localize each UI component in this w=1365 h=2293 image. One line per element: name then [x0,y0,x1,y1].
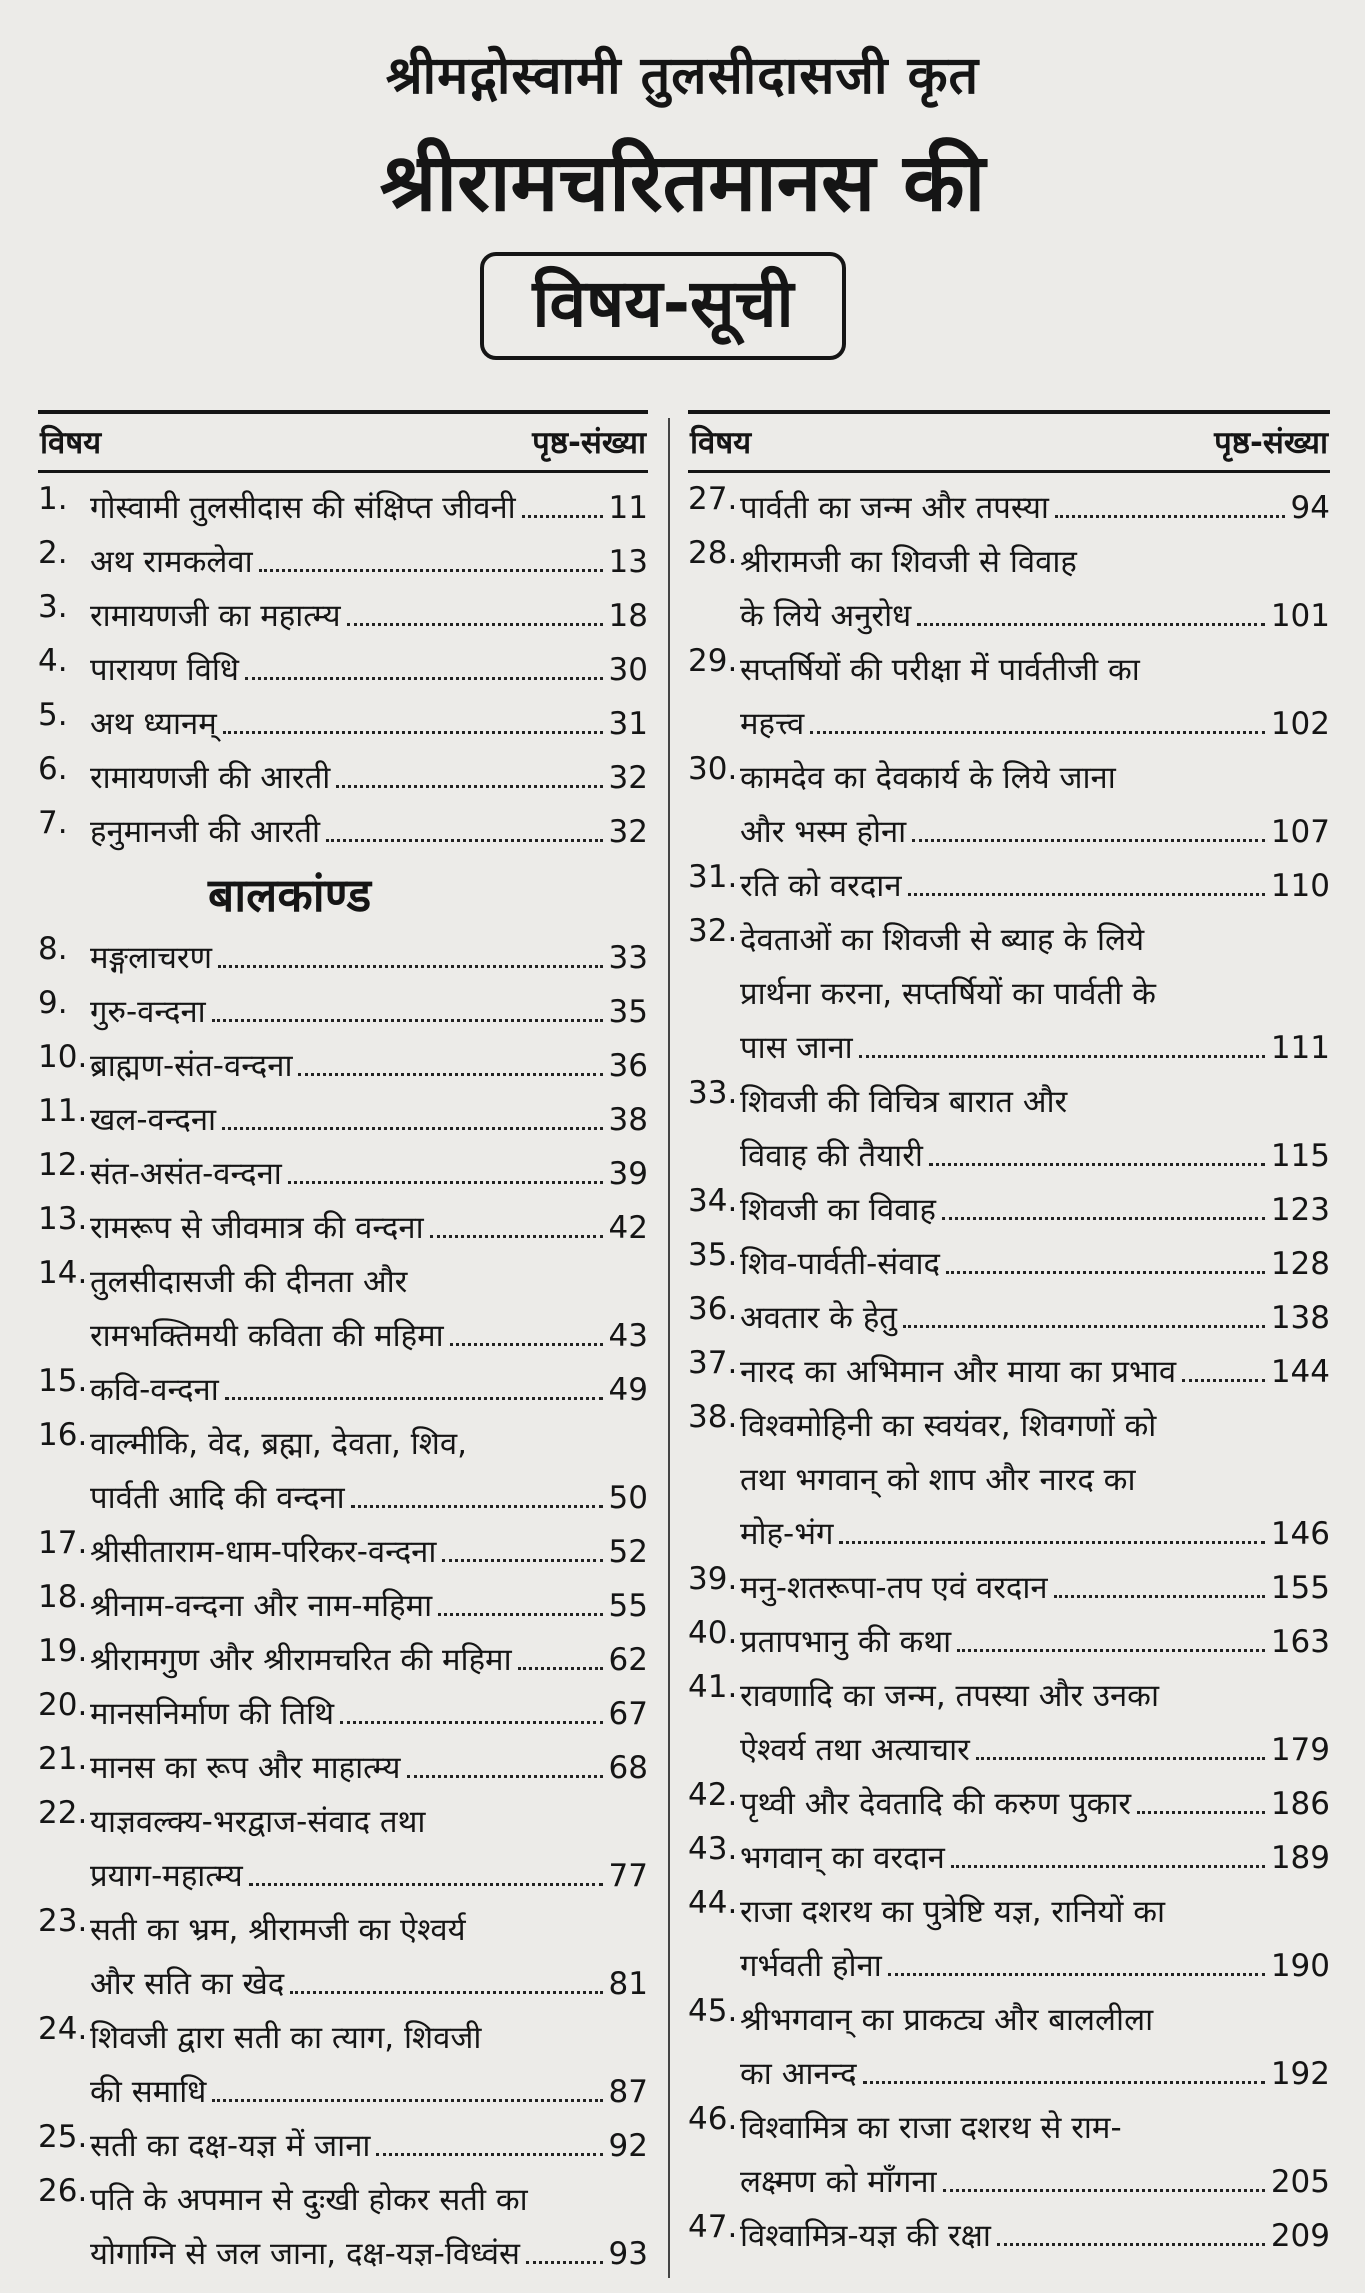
entry-page-number: 36 [608,1048,648,1084]
entry-title: विश्वमोहिनी का स्वयंवर, शिवगणों को [740,1408,1157,1444]
entry-title: हनुमानजी की आरती [90,814,321,850]
entry-title: रावणादि का जन्म, तपस्या और उनका [740,1678,1160,1714]
contents-list-right [688,473,1330,2263]
dot-leader [438,1579,602,1616]
entry-title: विवाह की तैयारी [740,1138,923,1174]
entry-title: पारायण विधि [90,652,239,688]
entry-number: 33. [688,1075,738,1111]
entry-title: और भस्म होना [740,814,907,850]
contents-entry [38,481,648,535]
contents-entry [38,1579,648,1633]
dot-leader [450,1309,603,1346]
dot-leader [407,1741,603,1778]
entry-number: 45. [688,1993,738,2029]
contents-entry [38,1147,648,1201]
entry-page-number: 62 [608,1642,648,1678]
entry-number: 19. [38,1633,88,1669]
entry-title: सप्तर्षियों की परीक्षा में पार्वतीजी का [740,652,1140,688]
entry-title: तथा भगवान् को शाप और नारद का [740,1462,1136,1498]
contents-entry [688,913,1330,1075]
contents-entry [688,1561,1330,1615]
dot-leader [903,1291,1265,1328]
entry-page-number: 33 [608,940,648,976]
entry-title: वाल्मीकि, वेद, ब्रह्मा, देवता, शिव, [90,1426,467,1462]
contents-entry [38,1093,648,1147]
entry-title: का आनन्द [740,2056,857,2092]
entry-page-number: 42 [608,1210,648,1246]
dot-leader [908,859,1265,896]
entry-title: पार्वती आदि की वन्दना [90,1480,345,1516]
entry-title: गर्भवती होना [740,1948,882,1984]
dot-leader [347,589,603,626]
entry-title: श्रीसीताराम-धाम-परिकर-वन्दना [90,1534,437,1570]
entry-number: 14. [38,1255,88,1291]
contents-entry [38,1525,648,1579]
contents-entry [688,1399,1330,1561]
entry-page-number: 87 [608,2074,648,2110]
contents-entry [38,1363,648,1417]
entry-title: मोह-भंग [740,1516,834,1552]
dot-leader [225,1363,603,1400]
entry-page-number: 38 [608,1102,648,1138]
entry-number: 31. [688,859,738,895]
dot-leader [259,535,603,572]
contents-entry [38,2119,648,2173]
dot-leader [810,697,1265,734]
entry-number: 5. [38,697,68,733]
entry-page-number: 68 [608,1750,648,1786]
entry-title: रामायणजी का महात्म्य [90,598,341,634]
entry-page-number: 155 [1270,1570,1330,1606]
contents-entry [688,2209,1330,2263]
contents-entry [688,1075,1330,1183]
entry-title: पास जाना [740,1030,853,1066]
entry-page-number: 209 [1270,2218,1330,2254]
entry-number: 44. [688,1885,738,1921]
entry-number: 12. [38,1147,88,1183]
entry-title: श्रीरामगुण और श्रीरामचरित की महिमा [90,1642,512,1678]
page-heading: पृष्ठ-संख्या [1214,425,1328,461]
entry-number: 15. [38,1363,88,1399]
entry-number: 36. [688,1291,738,1327]
entry-title: पति के अपमान से दुःखी होकर सती का [90,2182,528,2218]
dot-leader [997,2209,1265,2246]
entry-page-number: 13 [608,544,648,580]
entry-number: 17. [38,1525,88,1561]
entry-page-number: 101 [1270,598,1330,634]
entry-title: गुरु-वन्दना [90,994,206,1030]
entry-page-number: 163 [1270,1624,1330,1660]
entry-title: कवि-वन्दना [90,1372,219,1408]
entry-number: 11. [38,1093,88,1129]
entry-page-number: 144 [1270,1354,1330,1390]
entry-number: 1. [38,481,68,517]
entry-title: तुलसीदासजी की दीनता और [90,1264,408,1300]
entry-title: रामभक्तिमयी कविता की महिमा [90,1318,444,1354]
entry-number: 42. [688,1777,738,1813]
contents-entry [688,1183,1330,1237]
contents-entry [38,1417,648,1525]
entry-page-number: 30 [608,652,648,688]
entry-title: सती का भ्रम, श्रीरामजी का ऐश्वर्य [90,1912,466,1948]
contents-entry [688,751,1330,859]
entry-title: विश्वामित्र का राजा दशरथ से राम- [740,2110,1122,2146]
entry-number: 46. [688,2101,738,2137]
entry-page-number: 192 [1270,2056,1330,2092]
entry-title: मनु-शतरूपा-तप एवं वरदान [740,1570,1048,1606]
contents-entry [38,805,648,859]
contents-entry [38,2011,648,2119]
book-title: श्रीरामचरितमानस की [379,136,986,229]
entry-number: 13. [38,1201,88,1237]
entry-title: कामदेव का देवकार्य के लिये जाना [740,760,1116,796]
entry-page-number: 190 [1270,1948,1330,1984]
entry-title: मङ्गलाचरण [90,940,212,976]
entry-page-number: 55 [608,1588,648,1624]
entry-page-number: 107 [1270,814,1330,850]
entry-number: 47. [688,2209,738,2245]
entry-number: 30. [688,751,738,787]
entry-page-number: 138 [1270,1300,1330,1336]
entry-title: प्रयाग-महात्म्य [90,1858,243,1894]
dot-leader [1182,1345,1265,1382]
dot-leader [430,1201,603,1238]
entry-title: देवताओं का शिवजी से ब्याह के लिये [740,922,1145,958]
entry-page-number: 11 [608,490,648,526]
entry-title: अथ ध्यानम् [90,706,217,742]
entry-title: पार्वती का जन्म और तपस्या [740,490,1049,526]
dot-leader [526,2227,603,2264]
dot-leader [957,1615,1265,1652]
page-heading: पृष्ठ-संख्या [532,425,646,461]
entry-number: 38. [688,1399,738,1435]
contents-entry [38,751,648,805]
dot-leader [917,589,1265,626]
dot-leader [290,1957,602,1994]
entry-number: 29. [688,643,738,679]
entry-page-number: 146 [1270,1516,1330,1552]
entry-title: की समाधि [90,2074,207,2110]
entry-number: 37. [688,1345,738,1381]
dot-leader [218,931,603,968]
entry-number: 40. [688,1615,738,1651]
contents-entry [38,985,648,1039]
entry-number: 24. [38,2011,88,2047]
contents-entry [38,643,648,697]
dot-leader [929,1129,1265,1166]
dot-leader [336,751,602,788]
dot-leader [839,1507,1264,1544]
dot-leader [212,985,603,1022]
dot-leader [951,1831,1265,1868]
entry-number: 4. [38,643,68,679]
entry-title: और सति का खेद [90,1966,285,2002]
contents-entry [688,1831,1330,1885]
dot-leader [912,805,1265,842]
entry-title: प्रार्थना करना, सप्तर्षियों का पार्वती के [740,976,1156,1012]
entry-number: 8. [38,931,68,967]
entry-title: ऐश्वर्य तथा अत्याचार [740,1732,970,1768]
entry-title: गोस्वामी तुलसीदास की संक्षिप्त जीवनी [90,490,516,526]
dot-leader [943,2155,1265,2192]
contents-entry [38,931,648,985]
entry-page-number: 93 [608,2236,648,2272]
entry-number: 6. [38,751,68,787]
dot-leader [522,481,603,518]
entry-page-number: 102 [1270,706,1330,742]
subject-heading: विषय [40,425,102,461]
entry-title: रति को वरदान [740,868,902,904]
contents-entry [38,1795,648,1903]
entry-page-number: 52 [608,1534,648,1570]
entry-number: 20. [38,1687,88,1723]
entry-page-number: 115 [1270,1138,1330,1174]
entry-page-number: 81 [608,1966,648,2002]
left-column [38,410,648,2281]
entry-page-number: 179 [1270,1732,1330,1768]
entry-title: अथ रामकलेवा [90,544,253,580]
entry-page-number: 186 [1270,1786,1330,1822]
entry-page-number: 123 [1270,1192,1330,1228]
entry-title: रामरूप से जीवमात्र की वन्दना [90,1210,424,1246]
dot-leader [298,1039,602,1076]
contents-entry [688,1291,1330,1345]
dot-leader [1054,1561,1265,1598]
entry-number: 26. [38,2173,88,2209]
contents-entry [688,1345,1330,1399]
entry-page-number: 49 [608,1372,648,1408]
entry-title: श्रीभगवान् का प्राकट्य और बाललीला [740,2002,1154,2038]
entry-page-number: 39 [608,1156,648,1192]
entry-title: प्रतापभानु की कथा [740,1624,952,1660]
dot-leader [351,1471,603,1508]
contents-entry [38,1741,648,1795]
entry-title: विश्वामित्र-यज्ञ की रक्षा [740,2218,991,2254]
entry-number: 10. [38,1039,88,1075]
entry-title: पृथ्वी और देवतादि की करुण पुकार [740,1786,1132,1822]
entry-number: 21. [38,1741,88,1777]
entry-number: 32. [688,913,738,949]
entry-page-number: 92 [608,2128,648,2164]
contents-entry [688,859,1330,913]
entry-title: नारद का अभिमान और माया का प्रभाव [740,1354,1177,1390]
entry-number: 28. [688,535,738,571]
contents-entry [38,589,648,643]
right-column [688,410,1330,2263]
dot-leader [1137,1777,1265,1814]
contents-entry [688,1237,1330,1291]
entry-title: खल-वन्दना [90,1102,217,1138]
contents-entry [38,535,648,589]
entry-title: ब्राह्मण-संत-वन्दना [90,1048,293,1084]
dot-leader [518,1633,603,1670]
entry-number: 16. [38,1417,88,1453]
entry-page-number: 32 [608,814,648,850]
entry-page-number: 111 [1270,1030,1330,1066]
entry-number: 18. [38,1579,88,1615]
dot-leader [288,1147,603,1184]
entry-title: भगवान् का वरदान [740,1840,945,1876]
dot-leader [249,1849,603,1886]
entry-page-number: 128 [1270,1246,1330,1282]
entry-title: श्रीनाम-वन्दना और नाम-महिमा [90,1588,433,1624]
entry-number: 7. [38,805,68,841]
entry-page-number: 67 [608,1696,648,1732]
entry-number: 35. [688,1237,738,1273]
entry-page-number: 43 [608,1318,648,1354]
entry-number: 25. [38,2119,88,2155]
entry-title: मानस का रूप और माहात्म्य [90,1750,401,1786]
entry-title: शिवजी का विवाह [740,1192,936,1228]
contents-entry [688,1993,1330,2101]
entry-number: 39. [688,1561,738,1597]
section-heading: बालकांण्ड [208,868,372,922]
contents-badge: विषय-सूची [480,252,846,360]
dot-leader [859,1021,1265,1058]
contents-entry [38,2173,648,2281]
column-header [38,414,648,470]
entry-number: 23. [38,1903,88,1939]
entry-page-number: 35 [608,994,648,1030]
entry-title: श्रीरामजी का शिवजी से विवाह [740,544,1077,580]
entry-page-number: 189 [1270,1840,1330,1876]
entry-title: के लिये अनुरोध [740,598,912,634]
contents-entry [688,481,1330,535]
contents-entry [688,2101,1330,2209]
entry-title: लक्ष्मण को माँगना [740,2164,937,2200]
entry-number: 22. [38,1795,88,1831]
contents-entry [688,1777,1330,1831]
contents-entry [38,1687,648,1741]
entry-title: याज्ञवल्क्य-भरद्वाज-संवाद तथा [90,1804,426,1840]
dot-leader [946,1237,1265,1274]
column-divider [668,418,670,2278]
contents-entry [688,1885,1330,1993]
contents-entry [38,1903,648,2011]
dot-leader [212,2065,602,2102]
dot-leader [442,1525,602,1562]
dot-leader [942,1183,1265,1220]
entry-title: मानसनिर्माण की तिथि [90,1696,335,1732]
dot-leader [863,2047,1265,2084]
entry-number: 41. [688,1669,738,1705]
book-subtitle: श्रीमद्गोस्वामी तुलसीदासजी कृत [385,46,980,106]
entry-number: 2. [38,535,68,571]
contents-entry [38,1201,648,1255]
entry-number: 34. [688,1183,738,1219]
entry-title: रामायणजी की आरती [90,760,331,796]
entry-page-number: 94 [1290,490,1330,526]
entry-page-number: 110 [1270,868,1330,904]
dot-leader [1055,481,1285,518]
entry-number: 27. [688,481,738,517]
dot-leader [326,805,602,842]
entry-title: अवतार के हेतु [740,1300,897,1336]
dot-leader [245,643,603,680]
dot-leader [976,1723,1265,1760]
dot-leader [222,1093,602,1130]
contents-list-intro [38,473,648,859]
dot-leader [340,1687,603,1724]
dot-leader [888,1939,1265,1976]
entry-number: 9. [38,985,68,1021]
column-header [688,414,1330,470]
entry-page-number: 18 [608,598,648,634]
contents-entry [688,1669,1330,1777]
entry-title: महत्त्व [740,706,805,742]
contents-entry [688,643,1330,751]
dot-leader [223,697,603,734]
contents-entry [38,1039,648,1093]
contents-entry [38,1255,648,1363]
entry-number: 3. [38,589,68,625]
entry-title: सती का दक्ष-यज्ञ में जाना [90,2128,371,2164]
entry-page-number: 32 [608,760,648,796]
entry-number: 43. [688,1831,738,1867]
entry-page-number: 77 [608,1858,648,1894]
entry-title: संत-असंत-वन्दना [90,1156,282,1192]
entry-title: राजा दशरथ का पुत्रेष्टि यज्ञ, रानियों का [740,1894,1166,1930]
entry-page-number: 50 [608,1480,648,1516]
entry-page-number: 205 [1270,2164,1330,2200]
contents-entry [688,535,1330,643]
entry-title: शिवजी द्वारा सती का त्याग, शिवजी [90,2020,482,2056]
entry-title: योगाग्नि से जल जाना, दक्ष-यज्ञ-विध्वंस [90,2236,520,2272]
contents-entry [38,697,648,751]
contents-entry [688,1615,1330,1669]
dot-leader [376,2119,602,2156]
subject-heading: विषय [690,425,752,461]
contents-entry [38,1633,648,1687]
contents-list-balkand [38,931,648,2281]
entry-title: शिवजी की विचित्र बारात और [740,1084,1068,1120]
entry-title: शिव-पार्वती-संवाद [740,1246,940,1282]
entry-page-number: 31 [608,706,648,742]
